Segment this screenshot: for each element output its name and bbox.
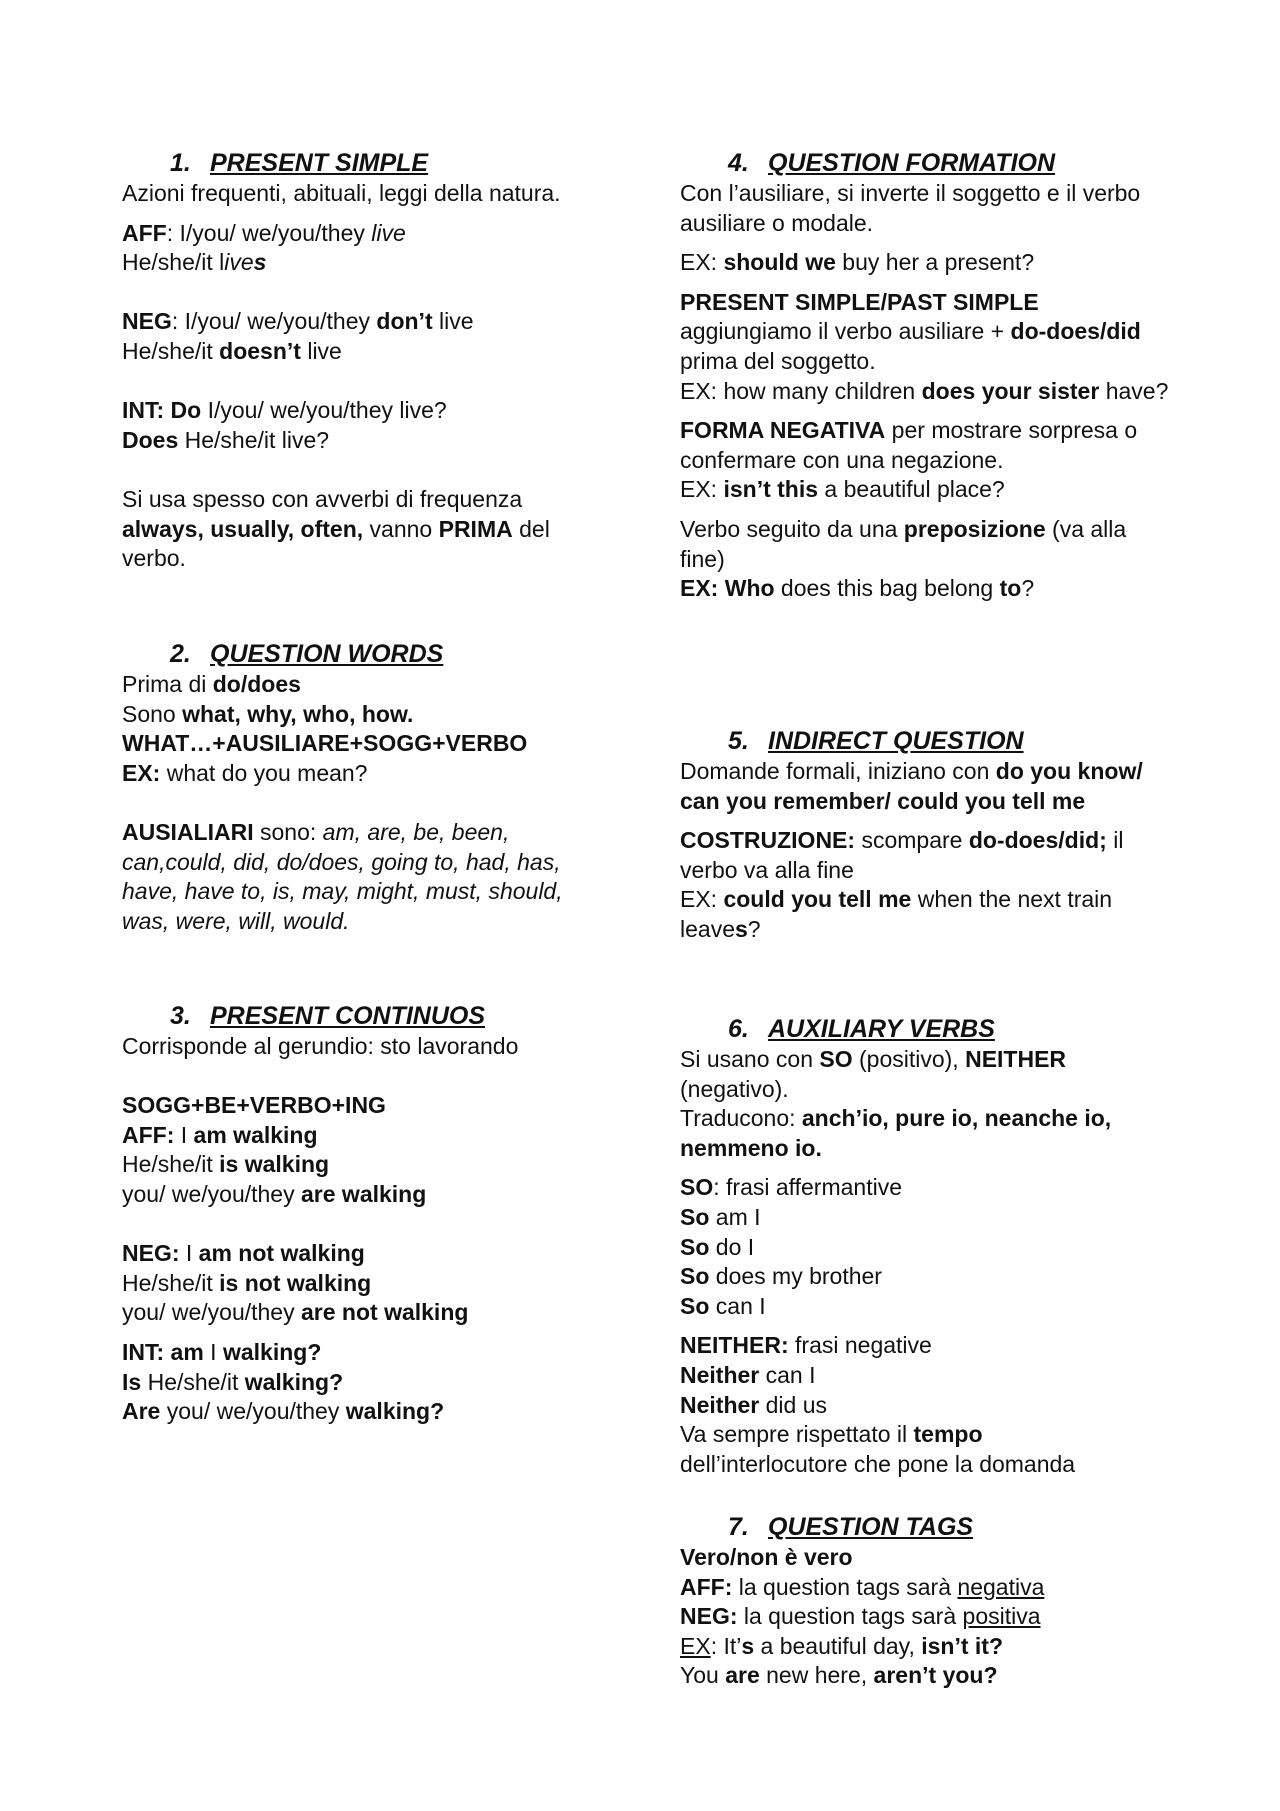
- example-4: EX: Who does this bag belong to?: [680, 575, 1035, 602]
- neg-line: NEG: I/you/ we/you/they don’t live: [122, 308, 474, 335]
- intro-text: Con l’ausiliare, si inverte il soggetto e il verbo ausiliare o modale.: [680, 180, 1141, 236]
- so-example: So am I: [680, 1203, 761, 1230]
- affp-line: you/ we/you/they are walking: [122, 1180, 427, 1207]
- section-number: 5.: [728, 727, 749, 755]
- aff3-line: He/she/it lives: [122, 249, 267, 276]
- pattern-line: WHAT…+AUSILIARE+SOGG+VERBO: [122, 730, 528, 757]
- section-number: 7.: [728, 1513, 749, 1541]
- section-question-formation: [680, 148, 1180, 604]
- neg-line: NEG: la question tags sarà positiva: [680, 1603, 1041, 1630]
- intro-text: Azioni frequenti, abituali, leggi della natura.: [122, 180, 561, 206]
- construction-text: COSTRUZIONE: scompare do-does/did; il verbo va alla fine: [680, 827, 1124, 883]
- example-3: EX: isn’t this a beautiful place?: [680, 476, 1005, 503]
- ps-text: aggiungiamo il verbo ausiliare + do-does/did prima del soggetto.: [680, 318, 1141, 374]
- section-title: PRESENT CONTINUOS: [210, 1002, 486, 1030]
- intro-text: Corrisponde al gerundio: sto lavorando: [122, 1033, 519, 1059]
- neg3-line: He/she/it doesn’t live: [122, 337, 342, 364]
- subtitle: Vero/non è vero: [680, 1544, 853, 1570]
- prima-line: Prima di do/does: [122, 671, 301, 697]
- section-number: 1.: [170, 149, 191, 177]
- frequency-adverbs-line: always, usually, often, vanno PRIMA del verbo.: [122, 515, 550, 572]
- section-title: QUESTION WORDS: [210, 640, 444, 668]
- section-heading: [170, 1001, 602, 1031]
- preposition-text: Verbo seguito da una preposizione (va alla fine): [680, 515, 1127, 572]
- aff-line: AFF: la question tags sarà negativa: [680, 1573, 1045, 1600]
- neither-label-line: NEITHER: frasi negative: [680, 1332, 932, 1359]
- section-heading: [728, 726, 1180, 756]
- aff-line: AFF: I am walking: [122, 1121, 318, 1148]
- section-heading: [170, 148, 602, 178]
- example-line: EX: what do you mean?: [122, 759, 368, 786]
- int-line: INT: Do I/you/ we/you/they live?: [122, 397, 447, 424]
- section-question-words: [122, 639, 602, 936]
- section-title: AUXILIARY VERBS: [768, 1015, 995, 1043]
- section-heading: [728, 1014, 1180, 1044]
- tempo-note: Va sempre rispettato il tempo dell’interlocutore che pone la domanda: [680, 1421, 1076, 1477]
- neither-example: Neither did us: [680, 1391, 828, 1418]
- intro-text: Si usano con SO (positivo), NEITHER (negativo).: [680, 1046, 1067, 1102]
- aff-line: AFF: I/you/ we/you/they live: [122, 219, 406, 246]
- section-number: 4.: [728, 149, 749, 177]
- so-example: So does my brother: [680, 1263, 882, 1290]
- negp-line: you/ we/you/they are not walking: [122, 1299, 469, 1326]
- section-heading: [728, 148, 1180, 178]
- so-example: So do I: [680, 1233, 755, 1260]
- section-number: 2.: [170, 640, 191, 668]
- translation-text: Traducono: anch’io, pure io, neanche io, nemmeno io.: [680, 1105, 1112, 1161]
- section-present-simple: [122, 148, 602, 574]
- negative-form-text: FORMA NEGATIVA per mostrare sorpresa o confermare con una negazione.: [680, 417, 1138, 473]
- sono-line: Sono what, why, who, how.: [122, 700, 414, 727]
- neg3-line: He/she/it is not walking: [122, 1269, 372, 1296]
- neither-example: Neither can I: [680, 1361, 816, 1388]
- section-heading: [728, 1512, 1180, 1542]
- so-example: So can I: [680, 1292, 766, 1319]
- section-question-tags: [680, 1512, 1180, 1691]
- section-auxiliary-verbs: [680, 1014, 1180, 1479]
- section-title: QUESTION FORMATION: [768, 149, 1056, 177]
- example-1: EX: should we buy her a present?: [680, 249, 1035, 276]
- intp-line: Are you/ we/you/they walking?: [122, 1398, 445, 1425]
- frequency-note: Si usa spesso con avverbi di frequenza: [122, 485, 523, 512]
- example-line: EX: It’s a beautiful day, isn’t it?: [680, 1632, 1004, 1659]
- int3-line: Does He/she/it live?: [122, 426, 330, 453]
- neg-line: NEG: I am not walking: [122, 1240, 365, 1267]
- section-heading: [170, 639, 602, 669]
- int3-line: Is He/she/it walking?: [122, 1368, 344, 1395]
- example-line: EX: could you tell me when the next train leaves?: [680, 886, 1113, 942]
- section-number: 3.: [170, 1002, 191, 1030]
- section-title: QUESTION TAGS: [768, 1513, 974, 1541]
- intro-text: Domande formali, iniziano con do you know/ can you remember/ could you tell me: [680, 758, 1143, 814]
- aff3-line: He/she/it is walking: [122, 1151, 330, 1178]
- int-line: INT: am I walking?: [122, 1338, 322, 1365]
- section-number: 6.: [728, 1015, 749, 1043]
- example-2: EX: how many children does your sister have?: [680, 377, 1169, 404]
- so-label-line: SO: frasi affermantive: [680, 1174, 902, 1201]
- section-title: INDIRECT QUESTION: [768, 727, 1024, 755]
- section-indirect-question: [680, 726, 1180, 945]
- section-present-continuous: [122, 1001, 602, 1427]
- section-title: PRESENT SIMPLE: [210, 149, 429, 177]
- ps-heading: PRESENT SIMPLE/PAST SIMPLE: [680, 288, 1039, 315]
- example-line-2: You are new here, aren’t you?: [680, 1662, 998, 1689]
- auxiliaries-list: AUSIALIARI sono: am, are, be, been, can,could, did, do/does, going to, had, has, have, have to, is, may, might, must, should, was, were, will, would.: [122, 818, 563, 934]
- formula-line: SOGG+BE+VERBO+ING: [122, 1092, 386, 1119]
